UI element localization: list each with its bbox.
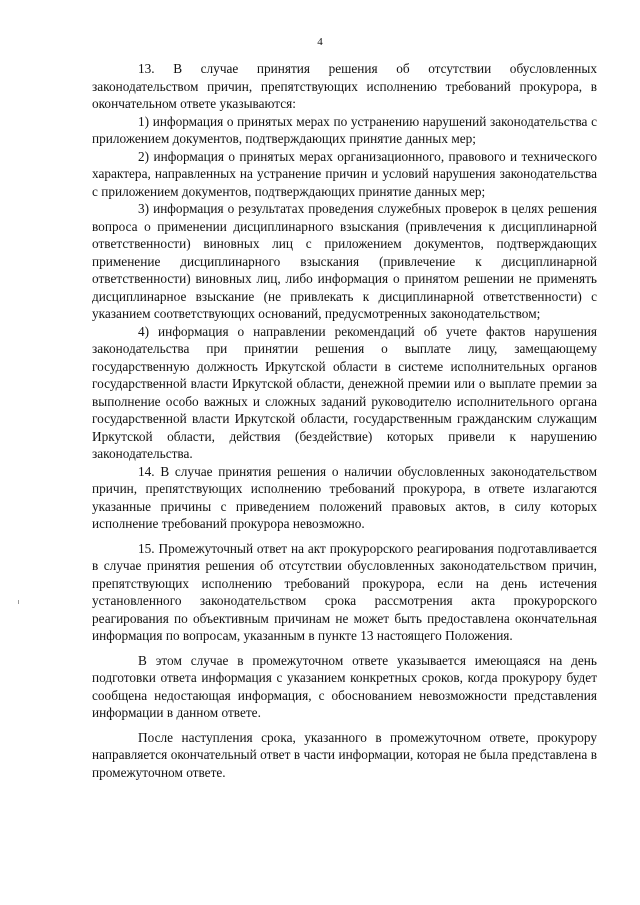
paragraph-13-item-4: 4) информация о направлении рекомендаций об учете фактов нарушения законодательства при принятии решения о выплате лицу, замещающему государственную должность Иркутской области в системе исполнительных органов государственной власти Иркутской области, денежной премии или о выплате премии за выполнение особо важных и сложных заданий руководителю исполнительного органа государственной власти Иркутской области, государственным гражданским служащим Иркутской области, действия (бездействие) которых привели к нарушению законодательства. (92, 323, 597, 461)
paragraph-13-item-3: 3) информация о результатах проведения служебных проверок в целях решения вопроса о применении дисциплинарного взыскания (привлечения к дисциплинарной ответственности) виновных лиц с приложением документов, подтверждающих применение дисциплинарного взыскания (привлечение к дисциплинарной ответственности) виновных лиц, либо информация о принятом решении не применять дисциплинарное взыскание (не привлекать к дисциплинарной ответственности) с указанием соответствующих оснований, предусмотренных законодательством; (92, 201, 597, 321)
paragraph-13-item-2: 2) информация о принятых мерах организационного, правового и технического характера, направленных на устранение причин и условий нарушения законодательства с приложением документов, подтверждающих принятие данных мер; (92, 148, 597, 199)
paragraph-13: 13. В случае принятия решения об отсутствии обусловленных законодательством причин, препятствующих исполнению требований прокурора, в окончательном ответе указываются: (92, 61, 597, 111)
paragraph-15: 15. Промежуточный ответ на акт прокурорского реагирования подготавливается в случае принятия решения об отсутствии обусловленных законодательством причин, препятствующих исполнению требований прокурора, если на день истечения установленного законодательством срока рассмотрения акта прокурорского реагирования по объективным причинам не может быть предоставлена окончательная информация по вопросам, указанным в пункте 13 настоящего Положения. (92, 540, 597, 643)
paragraph-13-item-1: 1) информация о принятых мерах по устранению нарушений законодательства с приложением документов, подтверждающих принятие данных мер; (92, 113, 597, 146)
paragraph-15-interim-answer: В этом случае в промежуточном ответе указывается имеющаяся на день подготовки ответа информация с указанием конкретных сроков, когда прокурору будет сообщена недостающая информация, с обоснованием невозможности представления информации в данном ответе. (92, 652, 597, 720)
paragraph-15-final-answer: После наступления срока, указанного в промежуточном ответе, прокурору направляется окончательный ответ в части информации, которая не была представлена в промежуточном ответе. (92, 729, 597, 780)
page-number: 4 (317, 36, 323, 48)
document-body (92, 60, 597, 781)
paragraph-14: 14. В случае принятия решения о наличии обусловленных законодательством причин, препятствующих исполнению требований прокурора, в ответе излагаются указанные причины с приведением положений правовых актов, в силу которых исполнение требований прокурора невозможно. (92, 463, 597, 531)
margin-mark (18, 600, 19, 604)
